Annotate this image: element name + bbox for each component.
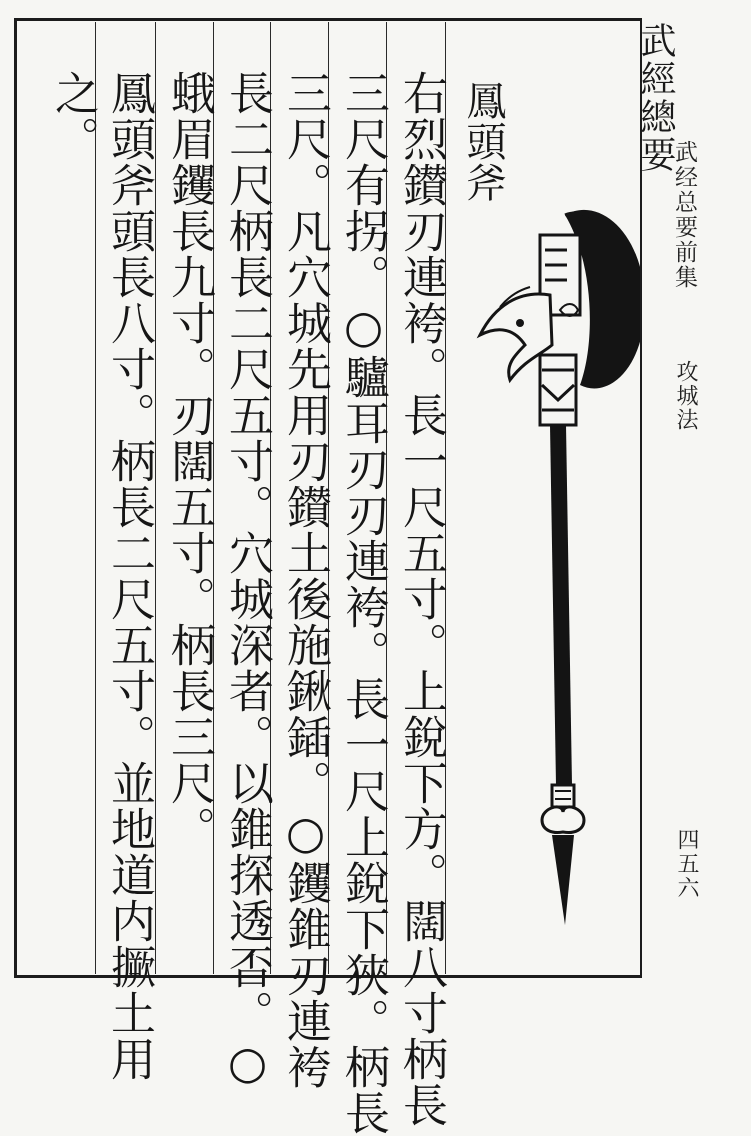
text-column-3: 三尺。凡穴城先用刃鑚土後施鍬鍤。○钁錐刃連袴 [279,70,332,1090]
text-column-2: 三尺有拐。○驢耳刃刃連袴。長一尺上銳下狹。柄長 [337,70,390,1136]
text-column-7: 之。 [47,70,100,162]
title-column: 鳳頭斧 [460,80,506,203]
book-title: 武经总要前集 [671,140,697,290]
edge-print: 武經總要 [635,22,676,174]
column-rule [95,22,96,974]
text-column-5: 蛾眉钁長九寸。刃闊五寸。柄長三尺。 [163,70,216,852]
section-title: 攻城法 [673,360,698,432]
text-column-6: 鳳頭斧頭長八寸。柄長二尺五寸。並地道内撅土用 [103,70,156,1082]
page-number: 四五六 [674,828,699,900]
text-column-4: 長二尺柄長二尺五寸。穴城深者。以錐探透否。○ [221,70,274,1090]
text-column-1: 右烈鑚刃連袴。長一尺五寸。上銳下方。闊八寸柄長 [395,70,448,1128]
phoenix-head-axe-icon [470,195,645,930]
